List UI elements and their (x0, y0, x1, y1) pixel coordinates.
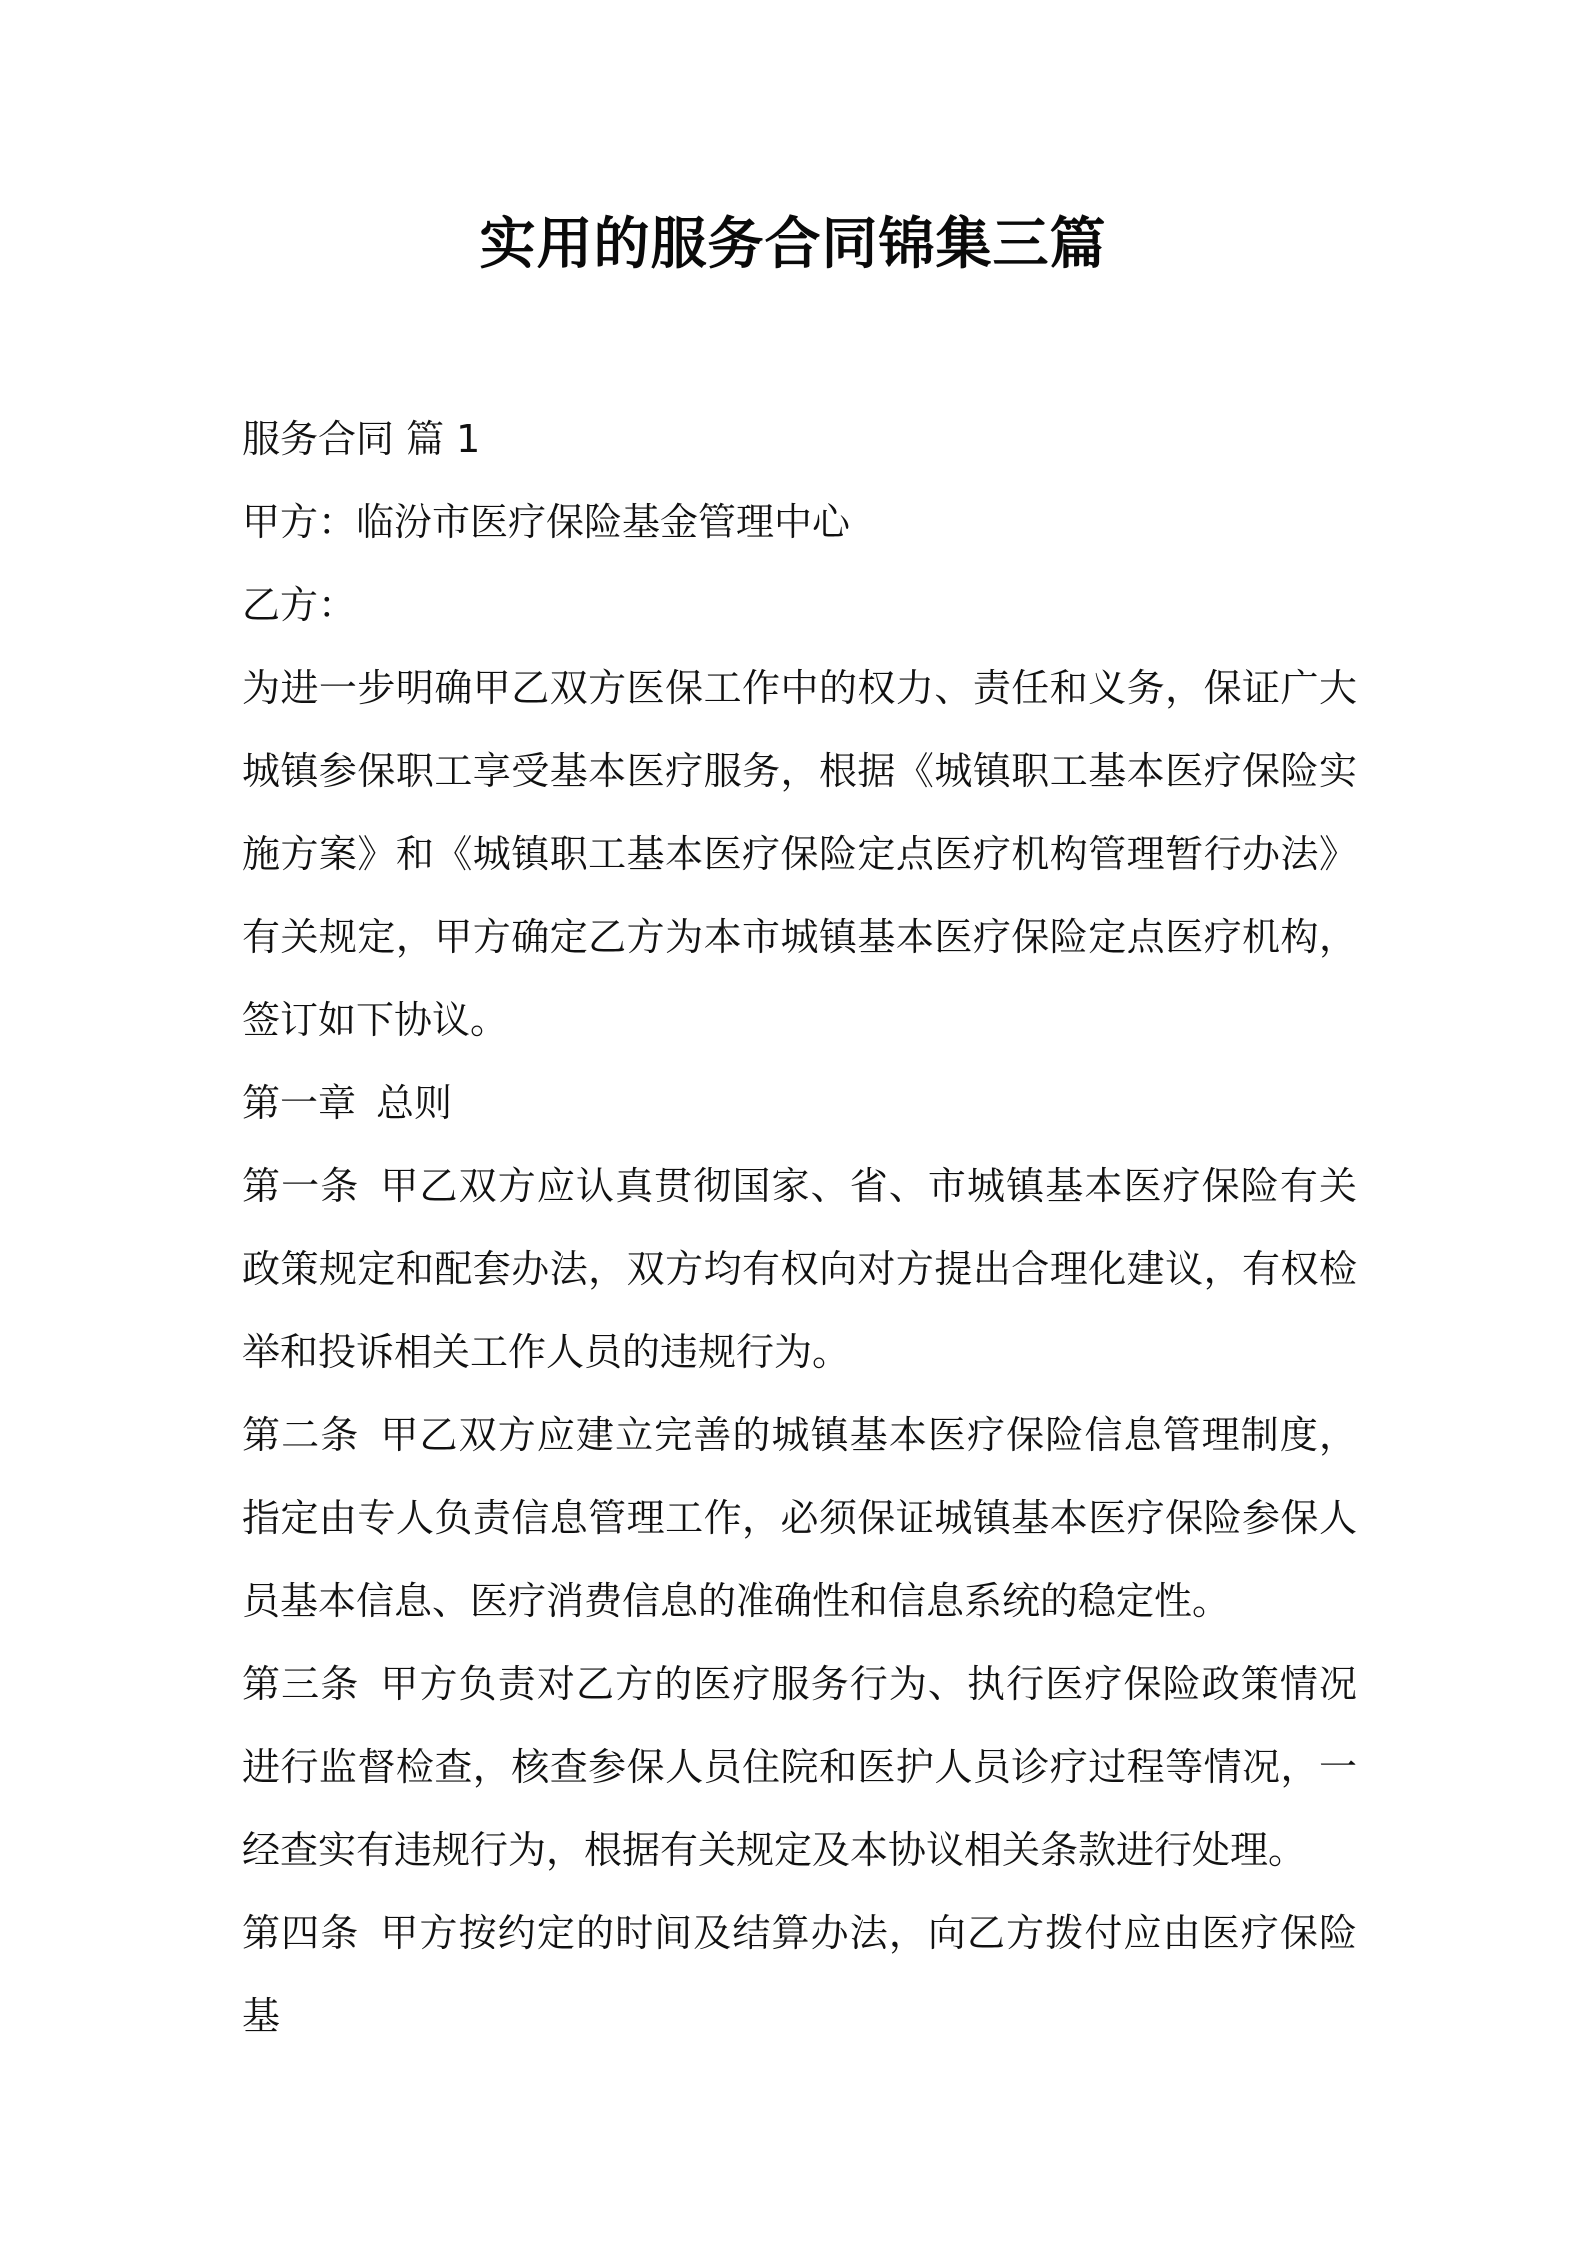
article-text: 甲方按约定的时间及结算办法，向乙方拨付应由医疗保险基 (242, 1911, 1357, 2038)
chapter-label: 第一章 (242, 1081, 357, 1125)
article-text: 甲乙双方应认真贯彻国家、省、市城镇基本医疗保险有关政策规定和配套办法，双方均有权向对方提出合理化建议，有权检举和投诉相关工作人员的违规行为。 (242, 1164, 1357, 1374)
party-b: 乙方： (242, 583, 357, 627)
article-text: 甲乙双方应建立完善的城镇基本医疗保险信息管理制度，指定由专人负责信息管理工作，必须保证城镇基本医疗保险参保人员基本信息、医疗消费信息的准确性和信息系统的稳定性。 (242, 1413, 1357, 1623)
preamble-paragraph: 为进一步明确甲乙双方医保工作中的权力、责任和义务，保证广大城镇参保职工享受基本医疗服务，根据《城镇职工基本医疗保险实施方案》和《城镇职工基本医疗保险定点医疗机构管理暂行办法》有关规定，甲方确定乙方为本市城镇基本医疗保险定点医疗机构，签订如下协议。 (242, 666, 1357, 1042)
article-label: 第二条 (242, 1413, 360, 1457)
article-4 (242, 1892, 1357, 2058)
party-a: 甲方：临汾市医疗保险基金管理中心 (242, 500, 851, 544)
article-label: 第一条 (242, 1164, 360, 1208)
chapter-heading (242, 1062, 1357, 1145)
article-2 (242, 1394, 1357, 1643)
article-1 (242, 1145, 1357, 1394)
chapter-title: 总则 (376, 1081, 453, 1125)
article-text: 甲方负责对乙方的医疗服务行为、执行医疗保险政策情况进行监督检查，核查参保人员住院和医护人员诊疗过程等情况，一经查实有违规行为，根据有关规定及本协议相关条款进行处理。 (242, 1662, 1357, 1872)
article-label: 第四条 (242, 1911, 360, 1955)
document-title: 实用的服务合同锦集三篇 (479, 212, 1107, 277)
article-label: 第三条 (242, 1662, 360, 1706)
document-body (242, 398, 1357, 2058)
section-heading: 服务合同 篇 1 (242, 417, 481, 461)
article-3 (242, 1643, 1357, 1892)
